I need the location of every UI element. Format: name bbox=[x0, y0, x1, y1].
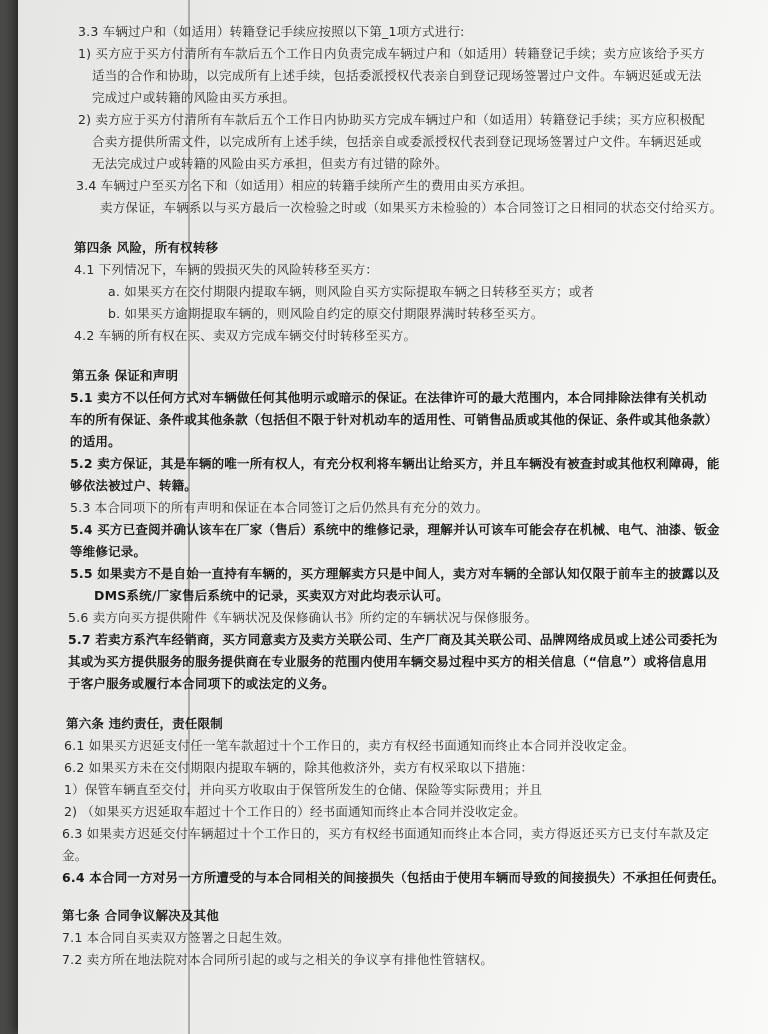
article-5-heading: 第五条 保证和声明 bbox=[72, 368, 179, 383]
article-7-heading: 第七条 合同争议解决及其他 bbox=[62, 908, 219, 923]
clause-7-1: 7.1 本合同自买卖双方签署之日起生效。 bbox=[62, 930, 290, 945]
clause-5-1-line-2: 车的所有保证、条件或其他条款（包括但不限于针对机动车的适用性、可销售品质或其他的保证、条件或其他条款） bbox=[70, 412, 718, 427]
clause-6-3-line-2: 金。 bbox=[62, 848, 88, 863]
clause-6-2-item-1: 1）保管车辆直至交付，并向买方收取由于保管所发生的仓储、保险等实际费用；并且 bbox=[64, 782, 543, 797]
clause-6-2-item-2: 2) （如果买方迟延取车超过十个工作日的）经书面通知而终止本合同并没收定金。 bbox=[64, 804, 526, 819]
clause-5-7-line-2: 其或为买方提供服务的服务提供商在专业服务的范围内使用车辆交易过程中买方的相关信息（“信息”）或将信息用 bbox=[68, 654, 708, 669]
clause-5-5-line-2: DMS系统/厂家售后系统中的记录，买卖双方对此均表示认可。 bbox=[94, 588, 449, 603]
clause-3-3-item-1-line-2: 适当的合作和协助，以完成所有上述手续，包括委派授权代表亲自到登记现场签署过户文件。车辆迟延或无法 bbox=[92, 68, 702, 83]
paper-sheet bbox=[18, 0, 768, 1034]
clause-3-3-item-2-line-3: 无法完成过户或转籍的风险由买方承担，但卖方有过错的除外。 bbox=[92, 156, 448, 171]
clause-5-7-line-1: 5.7 若卖方系汽车经销商，买方同意卖方及卖方关联公司、生产厂商及其关联公司、品牌网络成员或上述公司委托为 bbox=[68, 632, 718, 647]
clause-5-1-line-3: 的适用。 bbox=[70, 434, 121, 449]
clause-3-4-line-1: 3.4 车辆过户至买方名下和（如适用）相应的转籍手续所产生的费用由买方承担。 bbox=[76, 178, 533, 193]
clause-4-1-b: b. 如果买方逾期提取车辆的，则风险自约定的原交付期限界满时转移至买方。 bbox=[108, 306, 544, 321]
clause-5-2-line-1: 5.2 卖方保证，其是车辆的唯一所有权人，有充分权利将车辆出让给买方，并且车辆没有被查封或其他权利障碍，能 bbox=[70, 456, 720, 471]
clause-5-5-line-1: 5.5 如果卖方不是自始一直持有车辆的，买方理解卖方只是中间人，卖方对车辆的全部认知仅限于前车主的披露以及 bbox=[70, 566, 720, 581]
clause-5-4-line-1: 5.4 买方已查阅并确认该车在厂家（售后）系统中的维修记录，理解并认可该车可能会存在机械、电气、油漆、钣金 bbox=[70, 522, 720, 537]
clause-6-1: 6.1 如果买方迟延支付任一笔车款超过十个工作日的，卖方有权经书面通知而终止本合同并没收定金。 bbox=[64, 738, 635, 753]
clause-5-1-line-1: 5.1 卖方不以任何方式对车辆做任何其他明示或暗示的保证。在法律许可的最大范围内，本合同排除法律有关机动 bbox=[70, 390, 707, 405]
clause-6-3-line-1: 6.3 如果卖方迟延交付车辆超过十个工作日的，买方有权经书面通知而终止本合同，卖方得返还买方已支付车款及定 bbox=[62, 826, 709, 841]
clause-4-2: 4.2 车辆的所有权在买、卖双方完成车辆交付时转移至买方。 bbox=[74, 328, 417, 343]
clause-3-3-item-2-line-2: 合卖方提供所需文件，以完成所有上述手续，包括亲自或委派授权代表到登记现场签署过户文件。车辆迟延或 bbox=[92, 134, 702, 149]
clause-3-3-item-2-line-1: 2) 卖方应于买方付清所有车款后五个工作日内协助买方完成车辆过户和（如适用）转籍登记手续；买方应积极配 bbox=[78, 112, 706, 127]
clause-4-1: 4.1 下列情况下，车辆的毁损灭失的风险转移至买方： bbox=[74, 262, 379, 277]
clause-3-4-line-2: 卖方保证，车辆系以与买方最后一次检验之时或（如果买方未检验的）本合同签订之日相同的状态交付给买方。 bbox=[100, 200, 723, 215]
clause-4-1-a: a. 如果买方在交付期限内提取车辆，则风险自买方实际提取车辆之日转移至买方；或者 bbox=[108, 284, 595, 299]
clause-3-3-item-1-line-3: 完成过户或转籍的风险由买方承担。 bbox=[92, 90, 296, 105]
clause-5-4-line-2: 等维修记录。 bbox=[70, 544, 147, 559]
clause-5-3: 5.3 本合同项下的所有声明和保证在本合同签订之后仍然具有充分的效力。 bbox=[70, 500, 489, 515]
clause-6-4: 6.4 本合同一方对另一方所遭受的与本合同相关的间接损失（包括由于使用车辆而导致的间接损失）不承担任何责任。 bbox=[62, 870, 725, 885]
clause-7-2: 7.2 卖方所在地法院对本合同所引起的或与之相关的争议享有排他性管辖权。 bbox=[62, 952, 494, 967]
clause-6-2: 6.2 如果买方未在交付期限内提取车辆的，除其他救济外，卖方有权采取以下措施： bbox=[64, 760, 534, 775]
article-4-heading: 第四条 风险，所有权转移 bbox=[74, 240, 219, 255]
clause-3-3-heading: 3.3 车辆过户和（如适用）转籍登记手续应按照以下第_1项方式进行: bbox=[78, 24, 465, 39]
clause-3-3-item-1-line-1: 1) 买方应于买方付清所有车款后五个工作日内负责完成车辆过户和（如适用）转籍登记手续；卖方应该给予买方 bbox=[78, 46, 706, 61]
clause-5-6: 5.6 卖方向买方提供附件《车辆状况及保修确认书》所约定的车辆状况与保修服务。 bbox=[68, 610, 538, 625]
article-6-heading: 第六条 违约责任，责任限制 bbox=[66, 716, 223, 731]
clause-5-7-line-3: 于客户服务或履行本合同项下的或法定的义务。 bbox=[68, 676, 335, 691]
clause-5-2-line-2: 够依法被过户、转籍。 bbox=[70, 478, 198, 493]
